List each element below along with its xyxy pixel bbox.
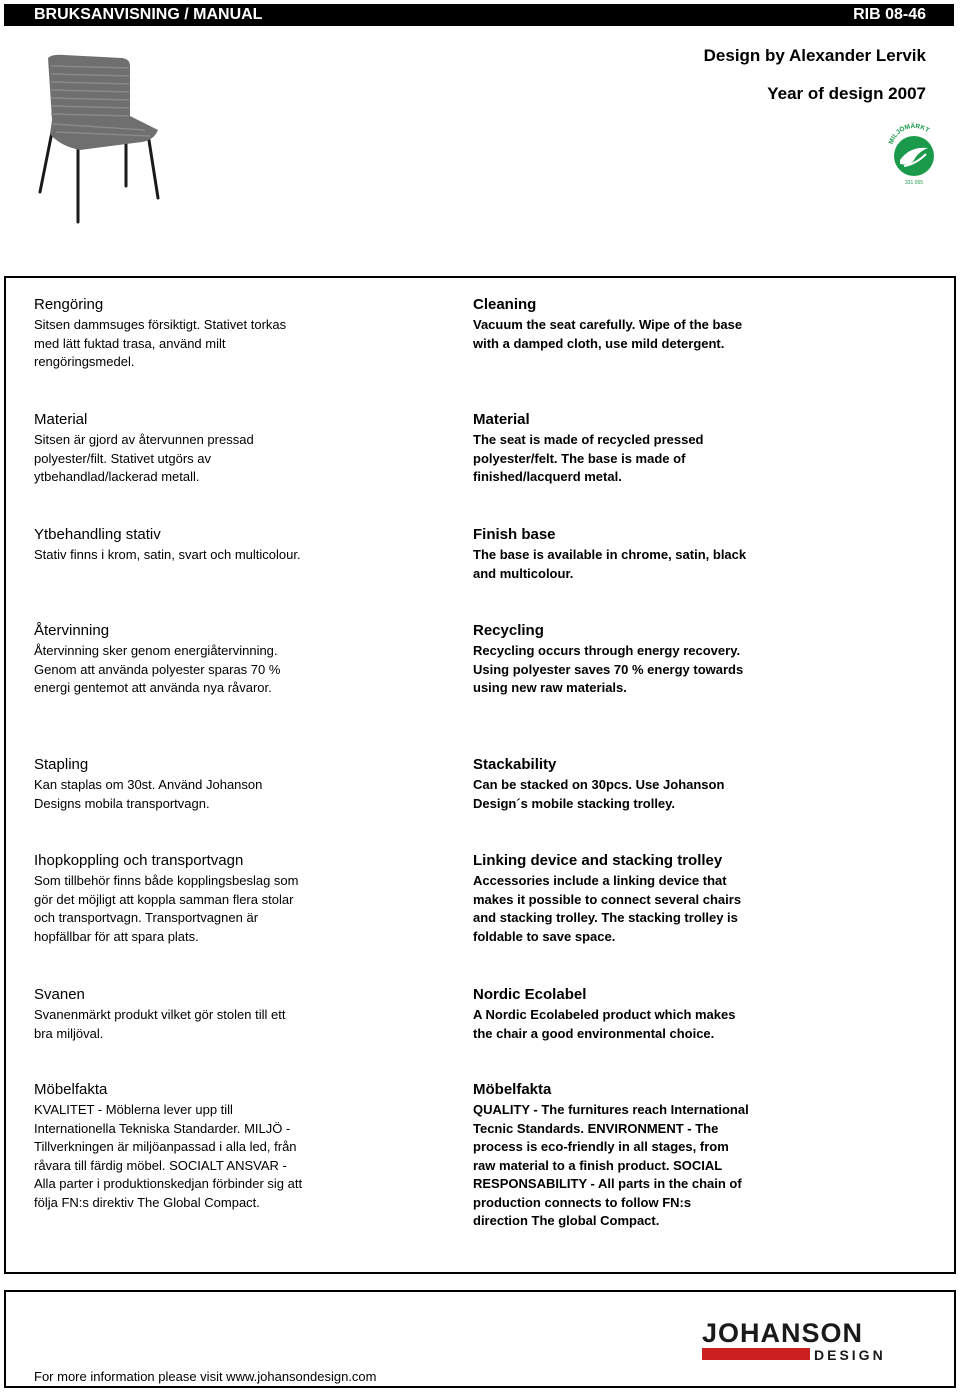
text-line: Sitsen dammsuges försiktigt. Stativet torkas (34, 317, 287, 332)
section-en-recycling (473, 621, 803, 698)
text-line: Stativ finns i krom, satin, svart och multicolour. (34, 547, 301, 562)
text-line: gör det möjligt att koppla samman flera stolar (34, 891, 294, 907)
johanson-design-logo (700, 1316, 926, 1366)
text-line: Recycling occurs through energy recovery. (473, 643, 741, 658)
text-line: Kan staplas om 30st. Använd Johanson (34, 777, 263, 792)
text-line: process is eco-friendly in all stages, from (473, 1139, 729, 1154)
text-line: the chair a good environmental choice. (473, 1025, 715, 1041)
text-line: makes it possible to connect several chairs (473, 891, 742, 907)
designer-credit: Design by Alexander Lervik (703, 46, 926, 65)
heading: Stapling (34, 756, 89, 773)
text-line: Svanenmärkt produkt vilket gör stolen till ett (34, 1007, 286, 1022)
text-line: polyester/felt. The base is made of (473, 450, 686, 466)
text-line: Vacuum the seat carefully. Wipe of the base (473, 317, 743, 332)
heading: Material (34, 411, 88, 428)
text-line: Can be stacked on 30pcs. Use Johanson (473, 777, 725, 792)
text-line: and multicolour. (473, 565, 574, 581)
text-line: Tillverkningen är miljöanpassad i alla led, från (34, 1139, 297, 1154)
heading: Ytbehandling stativ (34, 526, 161, 543)
text-line: A Nordic Ecolabeled product which makes (473, 1007, 736, 1022)
nordic-ecolabel-icon (884, 120, 944, 188)
heading: Recycling (473, 622, 544, 639)
section-sv-linking (34, 851, 364, 946)
text-line: Tecnic Standards. ENVIRONMENT - The (473, 1120, 719, 1136)
text-line: and stacking trolley. The stacking trolley is (473, 910, 738, 925)
text-line: Accessories include a linking device that (473, 873, 727, 888)
text-line: Internationella Tekniska Standarder. MILJÖ - (34, 1120, 291, 1136)
text-line: raw material to a finish product. SOCIAL (473, 1157, 723, 1173)
header-bar (4, 4, 954, 26)
heading: Återvinning (34, 622, 110, 639)
heading: Stackability (473, 756, 557, 773)
text-line: Alla parter i produktionskedjan förbinder sig att (34, 1176, 303, 1191)
text-line: production connects to follow FN:s (473, 1194, 692, 1210)
chair-product-image (30, 50, 170, 225)
section-sv-stacking (34, 755, 364, 813)
heading: Möbelfakta (473, 1081, 552, 1098)
section-sv-finish (34, 525, 364, 565)
text-line: KVALITET - Möblerna lever upp till (34, 1102, 233, 1117)
section-en-linking (473, 851, 803, 946)
text-line: och transportvagn. Transportvagnen är (34, 910, 259, 925)
text-line: using new raw materials. (473, 680, 627, 695)
logo-accent-bar (702, 1348, 810, 1360)
text-line: ytbehandlad/lackerad metall. (34, 469, 200, 484)
text-line: The seat is made of recycled pressed (473, 432, 704, 447)
text-line: bra miljöval. (34, 1025, 104, 1041)
section-sv-mobelfakta (34, 1080, 364, 1212)
ecolabel-ring-text: MILJÖMÄRKT (887, 122, 931, 146)
text-line: hopfällbar för att spara plats. (34, 928, 199, 944)
heading: Rengöring (34, 296, 104, 313)
text-line: Genom att använda polyester sparas 70 % (34, 661, 281, 677)
design-year: Year of design 2007 (767, 84, 926, 103)
section-sv-material (34, 410, 364, 487)
text-line: Design´s mobile stacking trolley. (473, 795, 676, 811)
section-en-mobelfakta (473, 1080, 803, 1231)
heading: Finish base (473, 526, 556, 543)
heading: Linking device and stacking trolley (473, 852, 723, 869)
text-line: with a damped cloth, use mild detergent. (473, 335, 725, 351)
text-line: råvara till färdig möbel. SOCIALT ANSVAR - (34, 1157, 287, 1173)
section-en-finish (473, 525, 803, 583)
text-line: Återvinning sker genom energiåtervinning. (34, 643, 278, 658)
product-code: RIB 08-46 (853, 6, 926, 23)
text-line: rengöringsmedel. (34, 354, 135, 369)
footer-info-text: For more information please visit www.johansondesign.com (34, 1369, 377, 1384)
text-line: RESPONSABILITY - All parts in the chain of (473, 1176, 742, 1191)
text-line: The base is available in chrome, satin, black (473, 547, 747, 562)
heading: Möbelfakta (34, 1081, 108, 1098)
section-en-cleaning (473, 295, 803, 353)
ecolabel-number: 331 055 (904, 180, 924, 186)
heading: Svanen (34, 986, 85, 1003)
heading: Material (473, 411, 530, 428)
text-line: foldable to save space. (473, 928, 616, 944)
text-line: direction The global Compact. (473, 1213, 660, 1228)
text-line: polyester/filt. Stativet utgörs av (34, 450, 212, 466)
text-line: QUALITY - The furnitures reach International (473, 1102, 749, 1117)
manual-title: BRUKSANVISNING / MANUAL (34, 6, 263, 23)
section-sv-cleaning (34, 295, 364, 372)
text-line: följa FN:s direktiv The Global Compact. (34, 1194, 260, 1210)
heading: Nordic Ecolabel (473, 986, 587, 1003)
section-sv-recycling (34, 621, 364, 698)
logo-sub-text: DESIGN (814, 1347, 886, 1363)
text-line: finished/lacquerd metal. (473, 469, 622, 484)
section-en-ecolabel (473, 985, 803, 1043)
section-en-material (473, 410, 803, 487)
heading: Ihopkoppling och transportvagn (34, 852, 244, 869)
text-line: Sitsen är gjord av återvunnen pressad (34, 432, 254, 447)
section-en-stacking (473, 755, 803, 813)
section-sv-ecolabel (34, 985, 364, 1043)
text-line: energi gentemot att använda nya råvaror. (34, 680, 272, 695)
text-line: Som tillbehör finns både kopplingsbeslag som (34, 873, 299, 888)
text-line: med lätt fuktad trasa, använd milt (34, 335, 226, 351)
logo-main-text: JOHANSON (702, 1318, 864, 1348)
heading: Cleaning (473, 296, 537, 313)
text-line: Using polyester saves 70 % energy towards (473, 661, 744, 677)
text-line: Designs mobila transportvagn. (34, 795, 210, 811)
